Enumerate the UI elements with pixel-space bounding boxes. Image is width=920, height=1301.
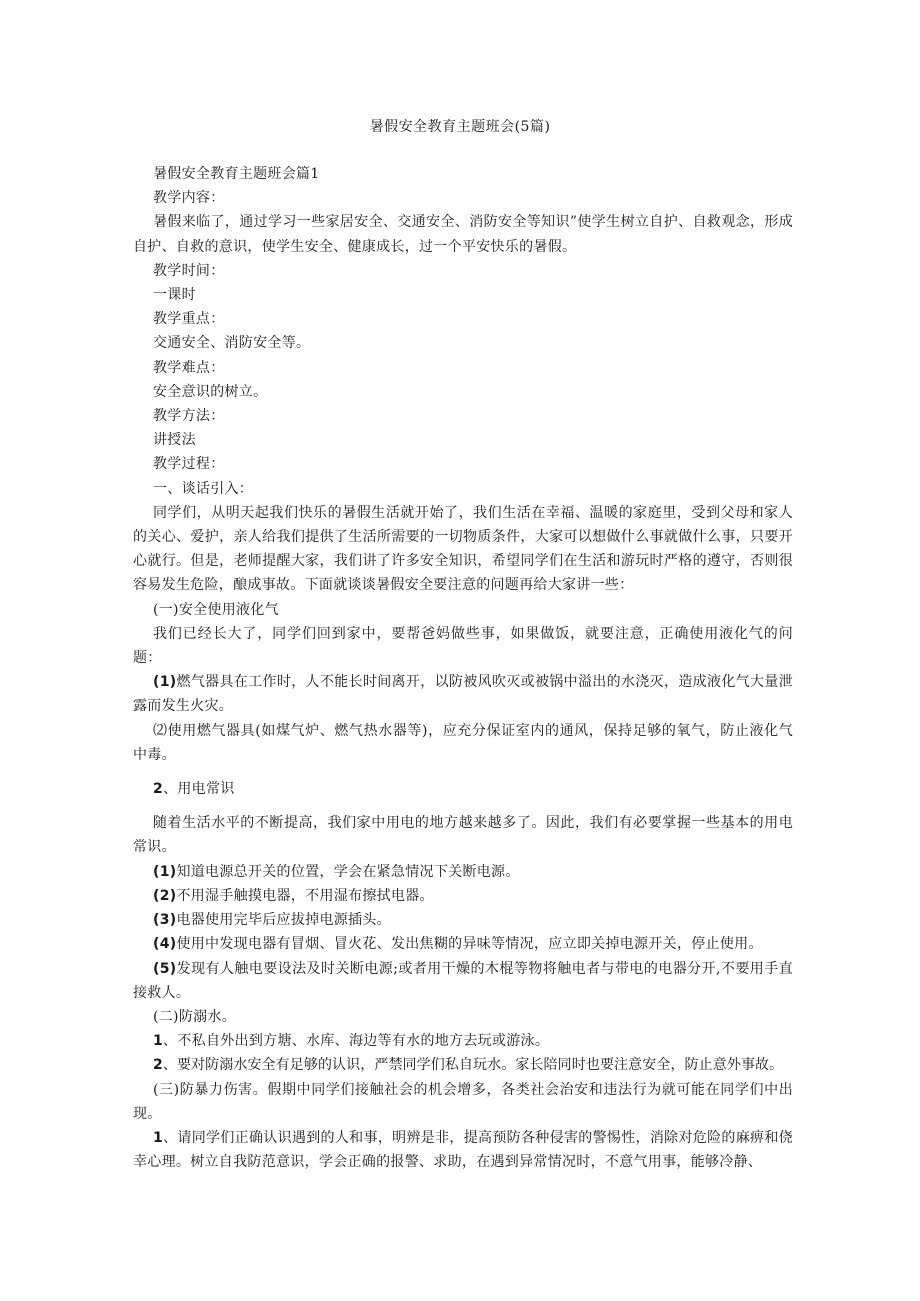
- value-methods: 讲授法: [153, 432, 196, 449]
- document-body: [133, 162, 793, 1174]
- list-item-gas-2: ⑵使用燃气器具(如煤气炉、燃气热水器等)，应充分保证室内的通风，保持足够的氧气，防止液化气中毒。: [133, 722, 793, 763]
- paragraph-intro: 暑假来临了，通过学习一些家居安全、交通安全、消防安全等知识”使学生树立自护、自救观念，形成自护、自救的意识，使学生安全、健康成长，过一个平安快乐的暑假。: [133, 214, 793, 255]
- list-item-electricity-1: (1)知道电源总开关的位置，学会在紧急情况下关断电源。: [153, 863, 520, 880]
- subheading-intro-talk: 一、谈话引入：: [153, 480, 254, 497]
- paragraph-gas: 我们已经长大了，同学们回到家中，要帮爸妈做些事，如果做饭，就要注意，正确使用液化气的问题：: [133, 625, 793, 667]
- subheading-violence: (三)防暴力伤害。假期中同学们接触社会的机会增多，各类社会治安和违法行为就可能在同学们中出现。: [133, 1081, 793, 1122]
- label-process: 教学过程：: [153, 456, 225, 473]
- section-heading: 暑假安全教育主题班会篇1: [153, 166, 320, 182]
- label-methods: 教学方法：: [153, 408, 225, 425]
- value-teaching-time: 一课时: [153, 287, 196, 304]
- list-item-violence-1: 1、请同学们正确认识遇到的人和事，明辨是非，提高预防各种侵害的警惕性，消除对危险的麻痹和侥幸心理。树立自我防范意识，学会正确的报警、求助，在遇到异常情况时，不意气用事，能够冷静、: [133, 1129, 793, 1171]
- subheading-gas: (一)安全使用液化气: [153, 601, 279, 618]
- list-item-electricity-4: (4)使用中发现电器有冒烟、冒火花、发出焦糊的异味等情况，应立即关掉电源开关，停止使用。: [153, 936, 763, 953]
- subheading-drowning: (二)防溺水。: [153, 1008, 237, 1025]
- list-item-drowning-2: 2、要对防溺水安全有足够的认识，严禁同学们私自玩水。家长陪同时也要注意安全，防止意外事故。: [153, 1057, 784, 1074]
- list-item-gas-1: (1)燃气器具在工作时，人不能长时间离开，以防被风吹灭或被锅中溢出的水浇灭，造成液化气大量泄露而发生火灾。: [133, 674, 793, 715]
- list-item-electricity-5: (5)发现有人触电要设法及时关断电源;或者用干燥的木棍等物将触电者与带电的电器分开,不要用手直接救人。: [133, 960, 793, 1001]
- document-title: 暑假安全教育主题班会(5篇): [369, 119, 551, 135]
- label-teaching-time: 教学时间：: [153, 262, 225, 279]
- value-key-points: 交通安全、消防安全等。: [153, 335, 311, 352]
- paragraph-talk: 同学们，从明天起我们快乐的暑假生活就开始了，我们生活在幸福、温暖的家庭里，受到父母和家人的关心、爱护，亲人给我们提供了生活所需要的一切物质条件，大家可以想做什么事就做什么事，只要开心就行。但是，老师提醒大家，我们讲了许多安全知识，希望同学们在生活和游玩时严格的遵守，否则很容易发生危险，酿成事故。下面就谈谈暑假安全要注意的问题再给大家讲一些：: [133, 504, 793, 594]
- value-difficulties: 安全意识的树立。: [153, 383, 268, 400]
- subheading-electricity: 2、用电常识: [153, 781, 235, 798]
- label-difficulties: 教学难点：: [153, 359, 225, 376]
- label-teaching-content: 教学内容：: [153, 190, 225, 207]
- list-item-electricity-3: (3)电器使用完毕后应拔掉电源插头。: [153, 912, 391, 929]
- label-key-points: 教学重点：: [153, 311, 225, 328]
- list-item-drowning-1: 1、不私自外出到方塘、水库、海边等有水的地方去玩或游泳。: [153, 1033, 550, 1050]
- list-item-electricity-2: (2)不用湿手触摸电器，不用湿布擦拭电器。: [153, 887, 434, 904]
- paragraph-electricity: 随着生活水平的不断提高，我们家中用电的地方越来越多了。因此，我们有必要掌握一些基本的用电常识。: [133, 815, 793, 856]
